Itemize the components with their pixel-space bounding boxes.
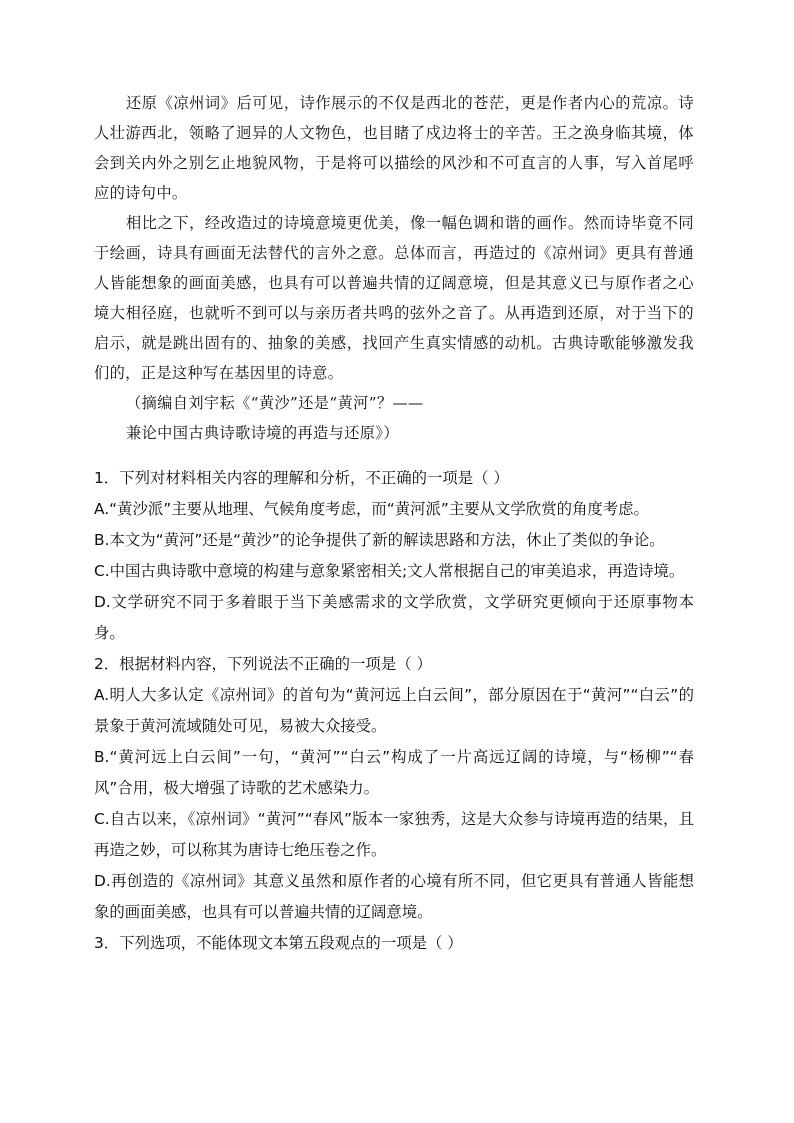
question-list [94,463,694,959]
question-stem: 1．下列对材料相关内容的理解和分析，不正确的一项是（ ） [94,469,509,487]
answer-option-a[interactable]: A.“黄沙派”主要从地理、气候角度考虑，而“黄河派”主要从文学欣赏的角度考虑。 [94,500,649,518]
question-stem: 3．下列选项，不能体现文本第五段观点的一项是（ ） [94,934,463,952]
source-citation-line-2: 兼论中国古典诗歌诗境的再造与还原》） [126,424,399,442]
passage-paragraph: 相比之下，经改造过的诗境意境更优美，像一幅色调和谐的画作。然而诗毕竟不同于绘画，诗具有画面无法替代的言外之意。总体而言，再造过的《凉州词》更具有普通人皆能想象的画面美感，也具有可以普遍共情的辽阔意境，但是其意义已与原作者之心境大相径庭，也就听不到可以与亲历者共鸣的弦外之音了。从再造到还原，对于当下的启示，就是跳出固有的、抽象的美感，找回产生真实情感的动机。古典诗歌能够激发我们的，正是这种写在基因里的诗意。 [94,214,694,382]
question-2 [94,649,694,928]
answer-option-a[interactable]: A.明人大多认定《凉州词》的首句为“黄河远上白云间”，部分原因在于“黄河”“白云”的景象于黄河流域随处可见，易被大众接受。 [94,686,694,735]
answer-option-c[interactable]: C.中国古典诗歌中意境的构建与意象紧密相关;文人常根据自己的审美追求，再造诗境。 [94,562,685,580]
answer-option-c[interactable]: C.自古以来，《凉州词》“黄河”“春风”版本一家独秀，这是大众参与诗境再造的结果，且再造之妙，可以称其为唐诗七绝压卷之作。 [94,810,694,859]
question-3 [94,928,694,959]
reading-passage [94,88,694,448]
source-citation-line-1: （摘编自刘宇耘《“黄沙”还是“黄河”？—— [126,394,424,412]
answer-option-d[interactable]: D.文学研究不同于多着眼于当下美感需求的文学欣赏，文学研究更倾向于还原事物本身。 [94,593,694,642]
question-stem: 2．根据材料内容，下列说法不正确的一项是（ ） [94,655,432,673]
passage-paragraph: 还原《凉州词》后可见，诗作展示的不仅是西北的苍茫，更是作者内心的荒凉。诗人壮游西北，领略了迥异的人文物色，也目睹了戍边将士的辛苦。王之涣身临其境，体会到关内外之别乞止地貌风物，于是将可以描绘的风沙和不可直言的人事，写入首尾呼应的诗句中。 [94,94,694,202]
question-1 [94,463,694,649]
answer-option-d[interactable]: D.再创造的《凉州词》其意义虽然和原作者的心境有所不同，但它更具有普通人皆能想象的画面美感，也具有可以普遍共情的辽阔意境。 [94,872,694,921]
answer-option-b[interactable]: B.本文为“黄河”还是“黄沙”的论争提供了新的解读思路和方法，休止了类似的争论。 [94,531,665,549]
answer-option-b[interactable]: B.“黄河远上白云间”一句，“黄河”“白云”构成了一片高远辽阔的诗境，与“杨柳”“春风”合用，极大增强了诗歌的艺术感染力。 [94,748,694,797]
